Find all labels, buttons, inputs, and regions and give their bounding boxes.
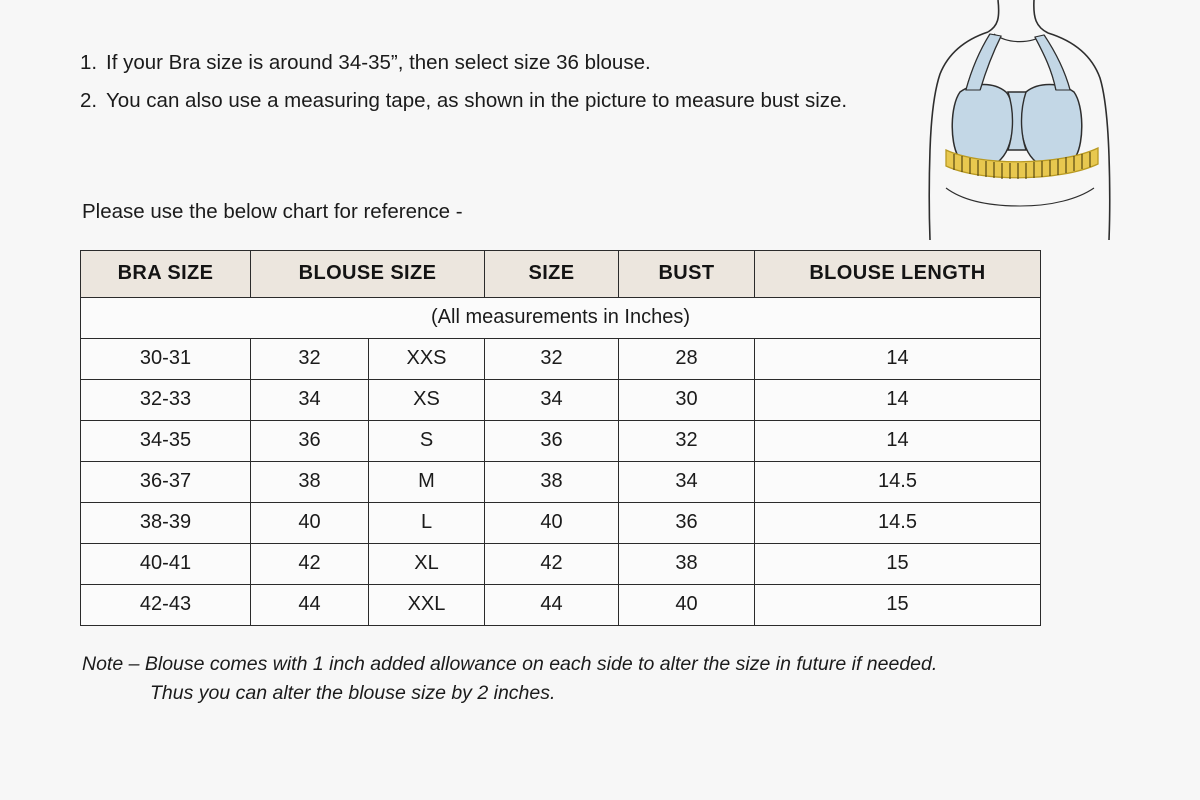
cell-bra-size: 42-43 bbox=[81, 585, 251, 626]
table-row bbox=[81, 503, 1041, 544]
cell-blouse-length: 14 bbox=[755, 421, 1041, 462]
table-row bbox=[81, 380, 1041, 421]
cell-bra-size: 34-35 bbox=[81, 421, 251, 462]
allowance-note bbox=[82, 650, 1092, 709]
cell-blouse-size-letter: XS bbox=[369, 380, 485, 421]
cell-size: 34 bbox=[485, 380, 619, 421]
cell-blouse-length: 14.5 bbox=[755, 503, 1041, 544]
cell-size: 36 bbox=[485, 421, 619, 462]
cell-blouse-size-number: 36 bbox=[251, 421, 369, 462]
list-item-number: 2. bbox=[80, 88, 98, 112]
allowance-note-line-1: Note – Blouse comes with 1 inch added allowance on each side to alter the size in future if needed. bbox=[82, 653, 938, 675]
cell-blouse-length: 15 bbox=[755, 544, 1041, 585]
cell-blouse-length: 15 bbox=[755, 585, 1041, 626]
list-item-number: 1. bbox=[80, 51, 98, 74]
cell-bra-size: 30-31 bbox=[81, 339, 251, 380]
cell-blouse-length: 14 bbox=[755, 339, 1041, 380]
table-row bbox=[81, 421, 1041, 462]
column-header-bust: BUST bbox=[619, 251, 755, 298]
cell-bust: 32 bbox=[619, 421, 755, 462]
cell-blouse-size-number: 44 bbox=[251, 585, 369, 626]
cell-blouse-length: 14 bbox=[755, 380, 1041, 421]
cell-bust: 28 bbox=[619, 339, 755, 380]
list-item bbox=[80, 86, 870, 116]
cell-blouse-size-number: 38 bbox=[251, 462, 369, 503]
cell-blouse-size-number: 32 bbox=[251, 339, 369, 380]
illustration-svg bbox=[902, 0, 1142, 245]
cell-blouse-length: 14.5 bbox=[755, 462, 1041, 503]
cell-blouse-size-number: 40 bbox=[251, 503, 369, 544]
cell-size: 42 bbox=[485, 544, 619, 585]
cell-bust: 30 bbox=[619, 380, 755, 421]
cell-size: 32 bbox=[485, 339, 619, 380]
cell-blouse-size-letter: S bbox=[369, 421, 485, 462]
cell-blouse-size-letter: XXL bbox=[369, 585, 485, 626]
cell-bust: 34 bbox=[619, 462, 755, 503]
list-item-text: You can also use a measuring tape, as shown in the picture to measure bust size. bbox=[106, 88, 848, 112]
cell-size: 44 bbox=[485, 585, 619, 626]
cell-bra-size: 38-39 bbox=[81, 503, 251, 544]
intro-instructions bbox=[80, 48, 870, 123]
list-item-text: If your Bra size is around 34-35”, then select size 36 blouse. bbox=[106, 51, 651, 74]
table-row bbox=[81, 544, 1041, 585]
bust-measuring-illustration bbox=[902, 0, 1142, 240]
table-units-row bbox=[81, 298, 1041, 339]
cell-bra-size: 40-41 bbox=[81, 544, 251, 585]
table-row bbox=[81, 462, 1041, 503]
allowance-note-line-2: Thus you can alter the blouse size by 2 inches. bbox=[150, 682, 556, 705]
cell-size: 40 bbox=[485, 503, 619, 544]
column-header-blouse-length: BLOUSE LENGTH bbox=[755, 251, 1041, 298]
cell-blouse-size-letter: XL bbox=[369, 544, 485, 585]
size-chart-table-wrapper bbox=[80, 250, 1040, 626]
table-header-row bbox=[81, 251, 1041, 298]
table-row bbox=[81, 339, 1041, 380]
cell-size: 38 bbox=[485, 462, 619, 503]
size-chart-table bbox=[80, 250, 1041, 626]
cell-blouse-size-letter: L bbox=[369, 503, 485, 544]
reference-instruction: Please use the below chart for reference - bbox=[82, 200, 463, 223]
cell-blouse-size-letter: XXS bbox=[369, 339, 485, 380]
column-header-blouse-size: BLOUSE SIZE bbox=[251, 251, 485, 298]
cell-bust: 36 bbox=[619, 503, 755, 544]
cell-bust: 40 bbox=[619, 585, 755, 626]
units-note: (All measurements in Inches) bbox=[81, 298, 1041, 339]
cell-bust: 38 bbox=[619, 544, 755, 585]
cell-blouse-size-number: 34 bbox=[251, 380, 369, 421]
cell-bra-size: 36-37 bbox=[81, 462, 251, 503]
column-header-size: SIZE bbox=[485, 251, 619, 298]
cell-blouse-size-letter: M bbox=[369, 462, 485, 503]
column-header-bra-size: BRA SIZE bbox=[81, 251, 251, 298]
list-item bbox=[80, 48, 870, 78]
cell-bra-size: 32-33 bbox=[81, 380, 251, 421]
table-row bbox=[81, 585, 1041, 626]
cell-blouse-size-number: 42 bbox=[251, 544, 369, 585]
